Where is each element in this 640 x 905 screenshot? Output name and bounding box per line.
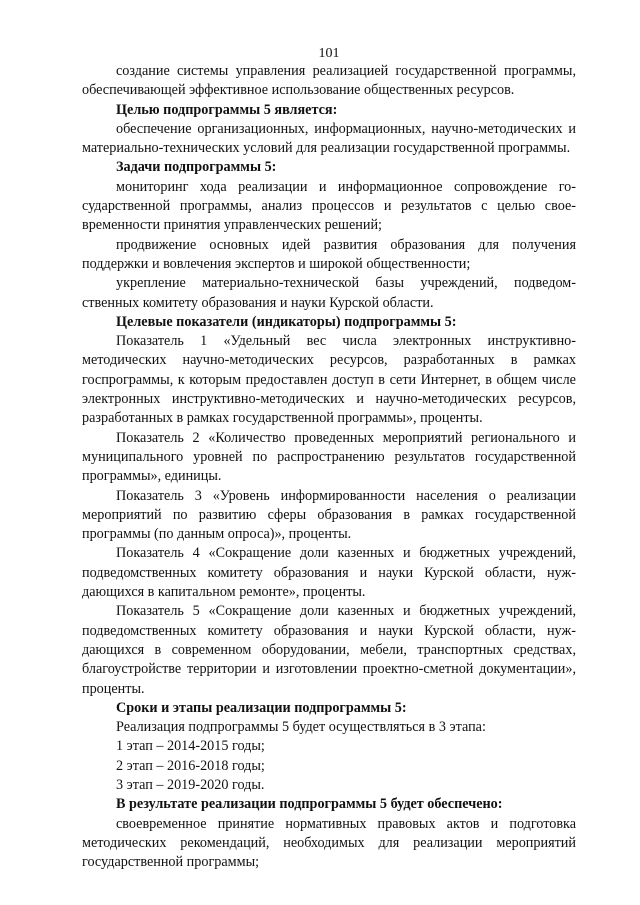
section-heading: Целевые показатели (индикаторы) подпрограммы 5:	[116, 313, 457, 330]
paragraph: Показатель 5 «Сокращение доли казенных и бюджетных учреждений, подведомственных комитету образования и науки Курской области, нуждающихся в современном оборудовании, мебели, транспортных средствах, благоустройстве территории и изготовлении проектно-сметной документации», проценты.	[82, 603, 576, 697]
section-heading: Сроки и этапы реализации подпрограммы 5:	[116, 699, 407, 716]
paragraph: Показатель 4 «Сокращение доли казенных и бюджетных учреждений, подведомственных комитету образования и науки Курской области, нуждающихся в капитальном ремонте», проценты.	[82, 545, 576, 601]
section-heading: Задачи подпрограммы 5:	[116, 159, 277, 176]
section-heading: В результате реализации подпрограммы 5 будет обеспечено:	[116, 796, 503, 813]
paragraph: создание системы управления реализацией государственной программы, обеспечивающей эффективное использование общественных ресурсов.	[82, 63, 576, 99]
paragraph: Показатель 2 «Количество проведенных мероприятий регионального и муниципального уровней по распространению результатов государственной программы», единицы.	[82, 429, 576, 485]
section-heading: Целью подпрограммы 5 является:	[116, 101, 338, 118]
stage-item: 1 этап – 2014-2015 годы;	[116, 738, 265, 755]
paragraph: продвижение основных идей развития образования для получения поддержки и вовлечения экспертов и широкой общественности;	[82, 236, 576, 272]
page-number: 101	[318, 46, 340, 61]
document-body	[82, 62, 576, 872]
paragraph: Реализация подпрограммы 5 будет осуществляться в 3 этапа:	[116, 719, 486, 736]
paragraph: Показатель 1 «Удельный вес числа электронных инструктивно-методических научно-методических ресурсов, разработанных в рамках госпрограммы, к которым предоставлен доступ в сети Интернет, в общем числе электронных инструктивно-методических и научно-методических ресурсов, разработанных в рамках государственной программы», проценты.	[82, 333, 576, 427]
stage-item: 3 этап – 2019-2020 годы.	[116, 776, 265, 793]
paragraph: обеспечение организационных, информационных, научно-методических и материально-технических условий для реализации государственной программы.	[82, 120, 576, 157]
paragraph: Показатель 3 «Уровень информированности населения о реализации мероприятий по развитию сферы образования в рамках государственной программы (по данным опроса)», проценты.	[82, 487, 576, 543]
paragraph: своевременное принятие нормативных правовых актов и подготовка методических рекомендаций, необходимых для реализации мероприятий государственной программы;	[82, 815, 576, 871]
paragraph: укрепление материально-технической базы учреждений, подведомственных комитету образования и науки Курской области.	[82, 275, 576, 311]
stage-item: 2 этап – 2016-2018 годы;	[116, 757, 265, 774]
paragraph: мониторинг хода реализации и информационное сопровождение государственной программы, анализ процессов и результатов с целью своевременности принятия управленческих решений;	[82, 178, 576, 234]
